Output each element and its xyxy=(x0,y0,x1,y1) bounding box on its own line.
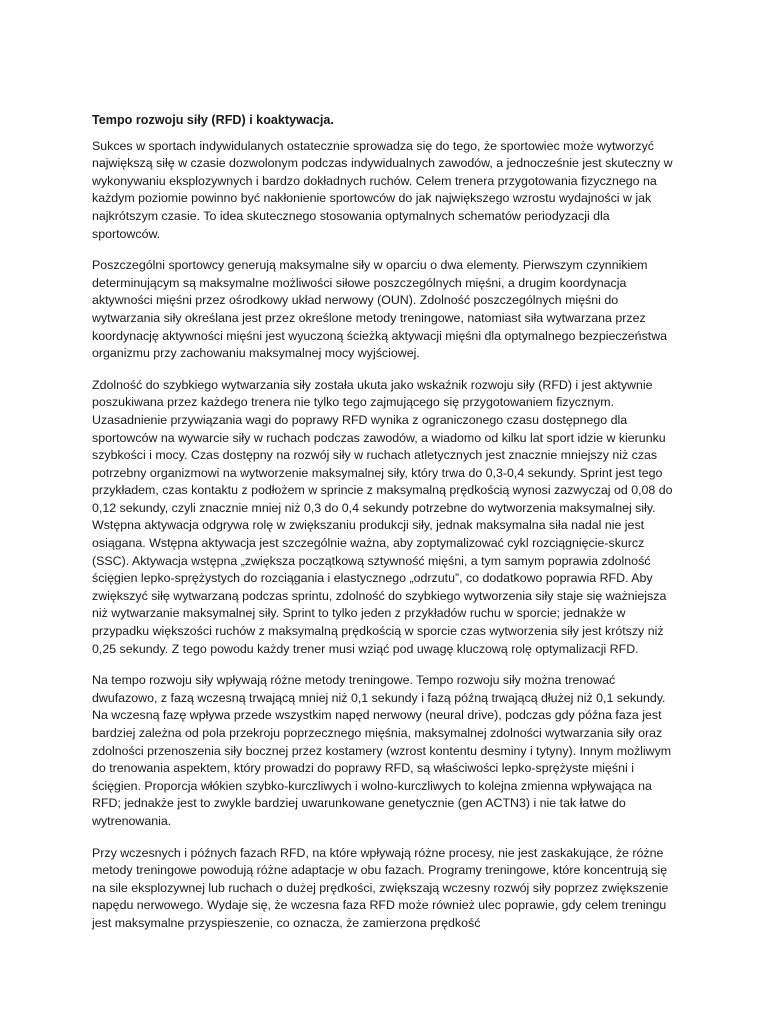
document-title: Tempo rozwoju siły (RFD) i koaktywacja. xyxy=(92,113,334,127)
paragraph-2: Poszczególni sportowcy generują maksymalne siły w oparciu o dwa elementy. Pierwszym czynnikiem determinującym są maksymalne możliwości siłowe poszczególnych mięśni, a drugim koordynacja aktywności mięśni przez ośrodkowy układ nerwowy (OUN). Zdolność poszczególnych mięśni do wytwarzania siły określana jest przez określone metody treningowe, natomiast siła wytwarzana przez koordynację aktywności mięśni jest wyuczoną ścieżką aktywacji mięśni dla optymalnego bezpieczeństwa organizmu przy zachowaniu maksymalnej mocy wyjściowej. xyxy=(92,258,668,361)
document-page xyxy=(92,112,680,947)
paragraph-5: Przy wczesnych i późnych fazach RFD, na które wpływają różne procesy, nie jest zaskakujące, że różne metody treningowe powodują różne adaptacje w obu fazach. Programy treningowe, które koncentrują się na sile eksplozywnej lub ruchach o dużej prędkości, zwiększają wczesny rozwój siły poprzez zwiększenie napędu nerwowego. Wydaje się, że wczesna faza RFD może również ulec poprawie, gdy celem treningu jest maksymalne przyspieszenie, co oznacza, że zamierzona prędkość xyxy=(92,845,669,930)
paragraph-1: Sukces w sportach indywidulanych ostatecznie sprowadza się do tego, że sportowiec może wytworzyć największą siłę w czasie dozwolonym podczas indywidualnych zawodów, a jednocześnie jest skuteczny w wykonywaniu eksplozywnych i bardzo dokładnych ruchów. Celem trenera przygotowania fizycznego na każdym poziomie powinno być nakłonienie sportowców do jak największego wzrostu wydajności w jak najkrótszym czasie. To idea skutecznego stosowania optymalnych schematów periodyzacji dla sportowców. xyxy=(92,138,673,241)
paragraph-3: Zdolność do szybkiego wytwarzania siły została ukuta jako wskaźnik rozwoju siły (RFD) i jest aktywnie poszukiwana przez każdego trenera nie tylko tego zajmującego się przygotowaniem fizycznym. Uzasadnienie przywiązania wagi do poprawy RFD wynika z ograniczonego czasu dostępnego dla sportowców na wywarcie siły w ruchach podczas zawodów, a wiadomo od kilku lat sport idzie w kierunku szybkości i mocy. Czas dostępny na rozwój siły w ruchach atletycznych jest znacznie mniejszy niż czas potrzebny organizmowi na wytworzenie maksymalnej siły, który trwa do 0,3-0,4 sekundy. Sprint jest tego przykładem, czas kontaktu z podłożem w sprincie z maksymalną prędkością wynosi zazwyczaj od 0,08 do 0,12 sekundy, czyli znacznie mniej niż 0,3 do 0,4 sekundy potrzebne do wytworzenia maksymalnej siły. Wstępna aktywacja odgrywa rolę w zwiększaniu produkcji siły, jednak maksymalna siła nadal nie jest osiągana. Wstępna aktywacja jest szczególnie ważna, aby zoptymalizować cykl rozciągnięcie-skurcz (SSC). Aktywacja wstępna „zwiększa początkową sztywność mięśni, a tym samym poprawia zdolność ścięgien lepko-sprężystych do rozciągania i elastycznego „odrzutu”, co dodatkowo poprawia RFD. Aby zwiększyć siłę wytwarzaną podczas sprintu, zdolność do szybkiego wytworzenia siły staje się ważniejsza niż wytwarzanie maksymalnej siły. Sprint to tylko jeden z przykładów ruchu w sporcie; jednakże w przypadku większości ruchów z maksymalną prędkością w sporcie czas wytworzenia siły jest krótszy niż 0,25 sekundy. Z tego powodu każdy trener musi wziąć pod uwagę kluczową rolę optymalizacji RFD. xyxy=(92,377,673,656)
paragraph-4: Na tempo rozwoju siły wpływają różne metody treningowe. Tempo rozwoju siły można trenować dwufazowo, z fazą wczesną trwającą mniej niż 0,1 sekundy i fazą późną trwającą dłużej niż 0,1 sekundy. Na wczesną fazę wpływa przede wszystkim napęd nerwowy (neural drive), podczas gdy późna faza jest bardziej zależna od pola przekroju poprzecznego mięśnia, maksymalnej zdolności wytwarzania siły oraz zdolności przenoszenia siły bocznej przez kostamery (wzrost kontentu desminy i tytyny). Innym możliwym do trenowania aspektem, który prowadzi do poprawy RFD, są właściwości lepko-sprężyste mięśni i ścięgien. Proporcja włókien szybko-kurczliwych i wolno-kurczliwych to kolejna zmienna wpływająca na RFD; jednakże jest to zwykle bardziej uwarunkowane genetycznie (gen ACTN3) i nie tak łatwe do wytrenowania. xyxy=(92,673,672,828)
